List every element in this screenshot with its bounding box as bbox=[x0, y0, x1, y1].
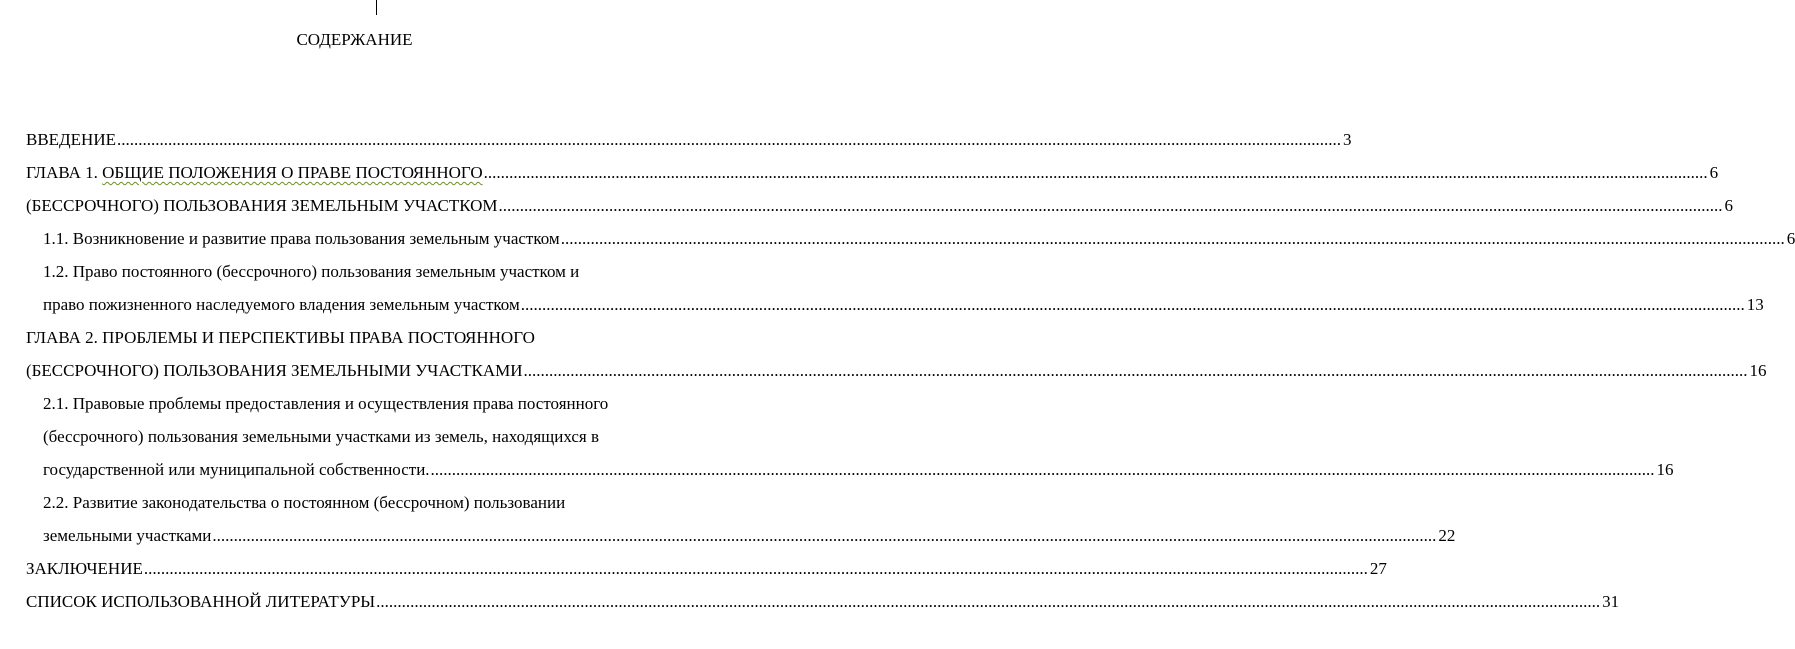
toc-entry-text: право пожизненного наследуемого владения земельным участком bbox=[43, 295, 520, 314]
text-cursor bbox=[376, 0, 377, 15]
toc-entry-text bbox=[26, 156, 483, 189]
toc-entry-2-2-line2[interactable] bbox=[26, 519, 1456, 552]
toc-page-number: 6 bbox=[1724, 196, 1734, 215]
toc-entry-1-2-line1[interactable] bbox=[26, 255, 678, 288]
toc-entry-text: земельными участками bbox=[43, 526, 212, 545]
toc-entry-text: 1.2. Право постоянного (бессрочного) пользования земельным участком и bbox=[43, 262, 580, 281]
toc-entry-chapter-2-line2[interactable] bbox=[26, 354, 1767, 387]
toc-page-number: 31 bbox=[1602, 592, 1620, 611]
toc-entry-1-2-line2[interactable] bbox=[26, 288, 1764, 321]
toc-entry-text: СПИСОК ИСПОЛЬЗОВАННОЙ ЛИТЕРАТУРЫ bbox=[26, 592, 376, 611]
toc-entry-text: 1.1. Возникновение и развитие права пользования земельным участком bbox=[43, 229, 560, 248]
dot-leader: ................................................................................................................................................................................................................................................................................................ bbox=[483, 163, 1708, 182]
dot-leader: ................................................................................................................................................................................................................................................................................................ bbox=[430, 460, 1655, 479]
toc-page-number: 16 bbox=[1749, 361, 1767, 380]
toc-entry-2-1-line3[interactable] bbox=[26, 453, 1674, 486]
toc-page-number: 6 bbox=[1709, 163, 1719, 182]
document-title: СОДЕРЖАНИЕ bbox=[296, 30, 413, 49]
dot-leader: ................................................................................................................................................................................................................................................................................................ bbox=[116, 130, 1341, 149]
toc-entry-2-2-line1[interactable] bbox=[26, 486, 678, 519]
table-of-contents bbox=[26, 123, 1795, 618]
toc-entry-text: (БЕССРОЧНОГО) ПОЛЬЗОВАНИЯ ЗЕМЕЛЬНЫМ УЧАСТКОМ bbox=[26, 196, 498, 215]
toc-page-number: 6 bbox=[1786, 229, 1795, 248]
toc-page-number: 13 bbox=[1746, 295, 1764, 314]
toc-entry-conclusion[interactable] bbox=[26, 552, 1387, 585]
toc-entry-text: (бессрочного) пользования земельными участками из земель, находящихся в bbox=[43, 427, 599, 446]
toc-entry-text: ГЛАВА 2. ПРОБЛЕМЫ И ПЕРСПЕКТИВЫ ПРАВА ПОСТОЯННОГО bbox=[26, 328, 535, 347]
dot-leader: ................................................................................................................................................................................................................................................................................................ bbox=[498, 196, 1723, 215]
dot-leader: ................................................................................................................................................................................................................................................................................................ bbox=[520, 295, 1745, 314]
toc-entry-chapter-1-cont[interactable] bbox=[26, 189, 1734, 222]
toc-entry-text: 2.1. Правовые проблемы предоставления и осуществления права постоянного bbox=[43, 394, 609, 413]
toc-entry-1-1[interactable] bbox=[26, 222, 1795, 255]
toc-entry-chapter-1[interactable] bbox=[26, 156, 1719, 189]
toc-page-number: 22 bbox=[1438, 526, 1456, 545]
toc-page-number: 3 bbox=[1342, 130, 1352, 149]
toc-entry-chapter-2-line1[interactable] bbox=[26, 321, 678, 354]
toc-entry-text: ЗАКЛЮЧЕНИЕ bbox=[26, 559, 143, 578]
toc-entry-text: (БЕССРОЧНОГО) ПОЛЬЗОВАНИЯ ЗЕМЕЛЬНЫМИ УЧАСТКАМИ bbox=[26, 361, 523, 380]
toc-page-number: 27 bbox=[1369, 559, 1387, 578]
toc-entry-text: ВВЕДЕНИЕ bbox=[26, 130, 116, 149]
toc-entry-2-1-line2[interactable] bbox=[26, 420, 678, 453]
dot-leader: ................................................................................................................................................................................................................................................................................................ bbox=[212, 526, 1437, 545]
toc-entry-bibliography[interactable] bbox=[26, 585, 1620, 618]
dot-leader: ................................................................................................................................................................................................................................................................................................ bbox=[143, 559, 1368, 578]
toc-entry-text: государственной или муниципальной собственности. bbox=[43, 460, 430, 479]
dot-leader: ................................................................................................................................................................................................................................................................................................ bbox=[376, 592, 1601, 611]
chapter-title-spellcheck: ОБЩИЕ ПОЛОЖЕНИЯ О ПРАВЕ ПОСТОЯННОГО bbox=[102, 163, 483, 182]
toc-entry-introduction[interactable] bbox=[26, 123, 1352, 156]
toc-entry-text: 2.2. Развитие законодательства о постоянном (бессрочном) пользовании bbox=[43, 493, 566, 512]
toc-entry-2-1-line1[interactable] bbox=[26, 387, 678, 420]
dot-leader: ................................................................................................................................................................................................................................................................................................ bbox=[523, 361, 1748, 380]
chapter-number: ГЛАВА 1. bbox=[26, 163, 103, 182]
dot-leader: ................................................................................................................................................................................................................................................................................................ bbox=[560, 229, 1785, 248]
toc-page-number: 16 bbox=[1656, 460, 1674, 479]
